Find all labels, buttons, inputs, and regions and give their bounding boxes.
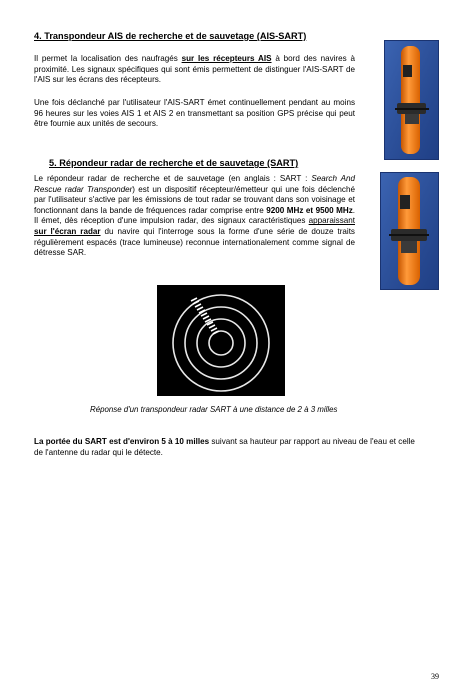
ais-sart-device-photo bbox=[384, 40, 439, 160]
radar-rings-icon bbox=[157, 285, 285, 396]
section-5-paragraph: Le répondeur radar de recherche et de sauvetage (en anglais : SART : Search And Rescue radar Transponder) est un dispositif récepteur/émetteur qui une fois déclenché par l'utilisateur s'active par les émissions de tout radar se trouvant dans son voisinage et fonctionnant dans la bande de fréquences radar comprise entre 9200 MHz et 9500 MHz. Il émet, dès réception d'une impulsion radar, des signaux caractéristiques apparaissant sur l'écran radar du navire qui l'interroge sous la forme d'une série de douze traits régulièrement espacés (trace lumineuse) reconnue internationalement comme signal de détresse SAR. bbox=[34, 174, 356, 258]
orange-transponder-icon bbox=[381, 173, 438, 289]
section-4-paragraph-1: Il permet la localisation des naufragés sur les récepteurs AIS à bord des navires à proximité. Les signaux spécifiques qui sont émis permettent de distinguer l'AIS-SART de l'AIS sur les écrans des récepteurs. bbox=[34, 54, 355, 85]
section-5-heading: 5. Répondeur radar de recherche et de sauvetage (SART) bbox=[49, 158, 299, 168]
sart-device-photo bbox=[380, 172, 439, 290]
page-number: 39 bbox=[431, 672, 439, 681]
range-paragraph: La portée du SART est d'environ 5 à 10 milles suivant sa hauteur par rapport au niveau de l'eau et celle de l'antenne du radar qui le détecte. bbox=[34, 437, 415, 457]
orange-beacon-icon bbox=[385, 41, 438, 159]
section-4-paragraph-2: Une fois déclanché par l'utilisateur l'AIS-SART émet continuellement pendant au moins 96 heures sur les voies AIS 1 et AIS 2 en transmettant sa position GPS précise qui peut être fournie aux unités de secours. bbox=[34, 98, 355, 129]
ais-receivers-emphasis: sur les récepteurs AIS bbox=[181, 54, 272, 63]
section-4-heading: 4. Transpondeur AIS de recherche et de sauvetage (AIS-SART) bbox=[34, 31, 307, 41]
radar-screen-image bbox=[157, 285, 285, 396]
radar-caption: Réponse d'un transpondeur radar SART à une distance de 2 à 3 milles bbox=[90, 405, 338, 414]
